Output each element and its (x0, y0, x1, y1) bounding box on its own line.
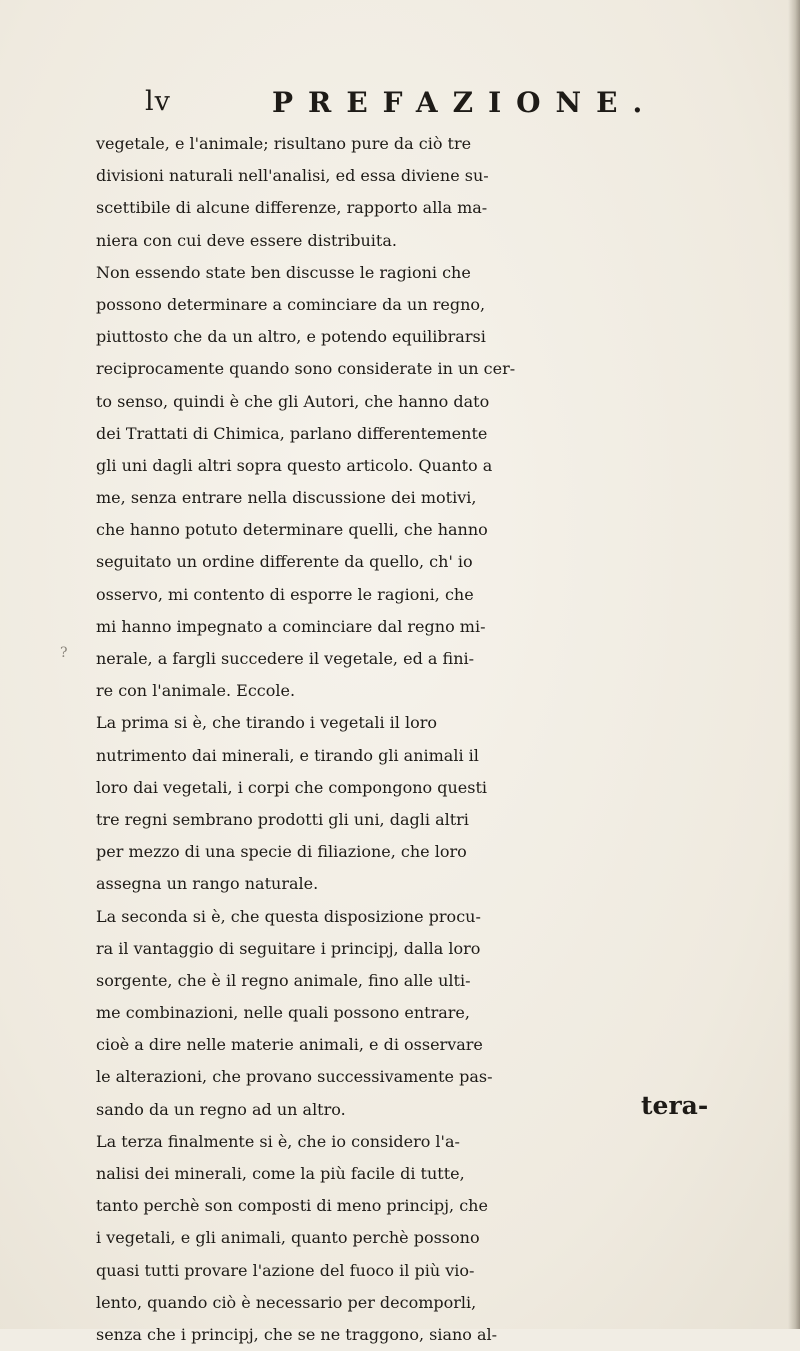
text-line: gli uni dagli altri sopra questo articolo. Quanto a (96, 455, 493, 475)
text-line: osservo, mi contento di esporre le ragioni, che (96, 584, 474, 604)
margin-mark: ? (60, 645, 68, 661)
text-line: possono determinare a cominciare da un regno, (96, 294, 486, 314)
text-line: senza che i principj, che se ne traggono, siano al- (96, 1324, 498, 1344)
text-line: nutrimento dai minerali, e tirando gli animali il (96, 745, 479, 765)
text-line: loro dai vegetali, i corpi che compongono questi (96, 777, 488, 797)
text-line: tre regni sembrano prodotti gli uni, dagli altri (96, 809, 469, 829)
text-line: vegetale, e l'animale; risultano pure da ciò tre (96, 134, 472, 153)
text-line: reciprocamente quando sono considerate in un cer- (96, 359, 516, 379)
text-line: i vegetali, e gli animali, quanto perchè possono (96, 1228, 480, 1248)
text-line: me combinazioni, nelle quali possono entrare, (96, 1003, 470, 1023)
text-line: niera con cui deve essere distribuita. (96, 230, 397, 250)
text-line: per mezzo di una specie di filiazione, che loro (96, 842, 467, 862)
text-line: assegna un rango naturale. (96, 874, 319, 894)
catchword: tera- (641, 1091, 709, 1120)
text-line: mi hanno impegnato a cominciare dal regno mi- (96, 616, 486, 636)
text-line: seguitato un ordine differente da quello, ch' io (96, 552, 473, 572)
text-line: divisioni naturali nell'analisi, ed essa diviene su- (96, 166, 489, 186)
text-line: La prima si è, che tirando i vegetali il loro (96, 713, 437, 733)
text-line: sando da un regno ad un altro. (96, 1099, 346, 1119)
text-line: Non essendo state ben discusse le ragioni che (96, 262, 471, 282)
text-line: me, senza entrare nella discussione dei motivi, (96, 488, 477, 508)
text-line: to senso, quindi è che gli Autori, che hanno dato (96, 391, 490, 411)
text-line: scettibile di alcune differenze, rapporto alla ma- (96, 198, 488, 218)
text-line: lento, quando ciò è necessario per decomporli, (96, 1292, 477, 1312)
text-line: re con l'animale. Eccole. (96, 681, 296, 701)
text-line: cioè a dire nelle materie animali, e di osservare (96, 1035, 483, 1055)
text-line: tanto perchè son composti di meno principj, che (96, 1196, 488, 1216)
text-line: dei Trattati di Chimica, parlano differentemente (96, 423, 488, 443)
running-title: PREFAZIONE. (272, 86, 658, 119)
text-line: nerale, a fargli succedere il vegetale, ed a fini- (96, 649, 475, 668)
text-line: sorgente, che è il regno animale, fino alle ulti- (96, 970, 471, 990)
text-line: La terza finalmente si è, che io considero l'a- (96, 1131, 460, 1151)
text-line: La seconda si è, che questa disposizione procu- (96, 906, 481, 926)
text-line: piuttosto che da un altro, e potendo equilibrarsi (96, 327, 486, 347)
text-line: le alterazioni, che provano successivamente pas- (96, 1067, 493, 1087)
page-header (145, 86, 705, 124)
text-line: ra il vantaggio di seguitare i principj, dalla loro (96, 938, 481, 958)
text-line: quasi tutti provare l'azione del fuoco il più vio- (96, 1260, 475, 1280)
page-number: lv (145, 86, 171, 117)
text-line: che hanno potuto determinare quelli, che hanno (96, 520, 488, 540)
text-line: nalisi dei minerali, come la più facile di tutte, (96, 1164, 465, 1183)
body-text (96, 128, 798, 1351)
